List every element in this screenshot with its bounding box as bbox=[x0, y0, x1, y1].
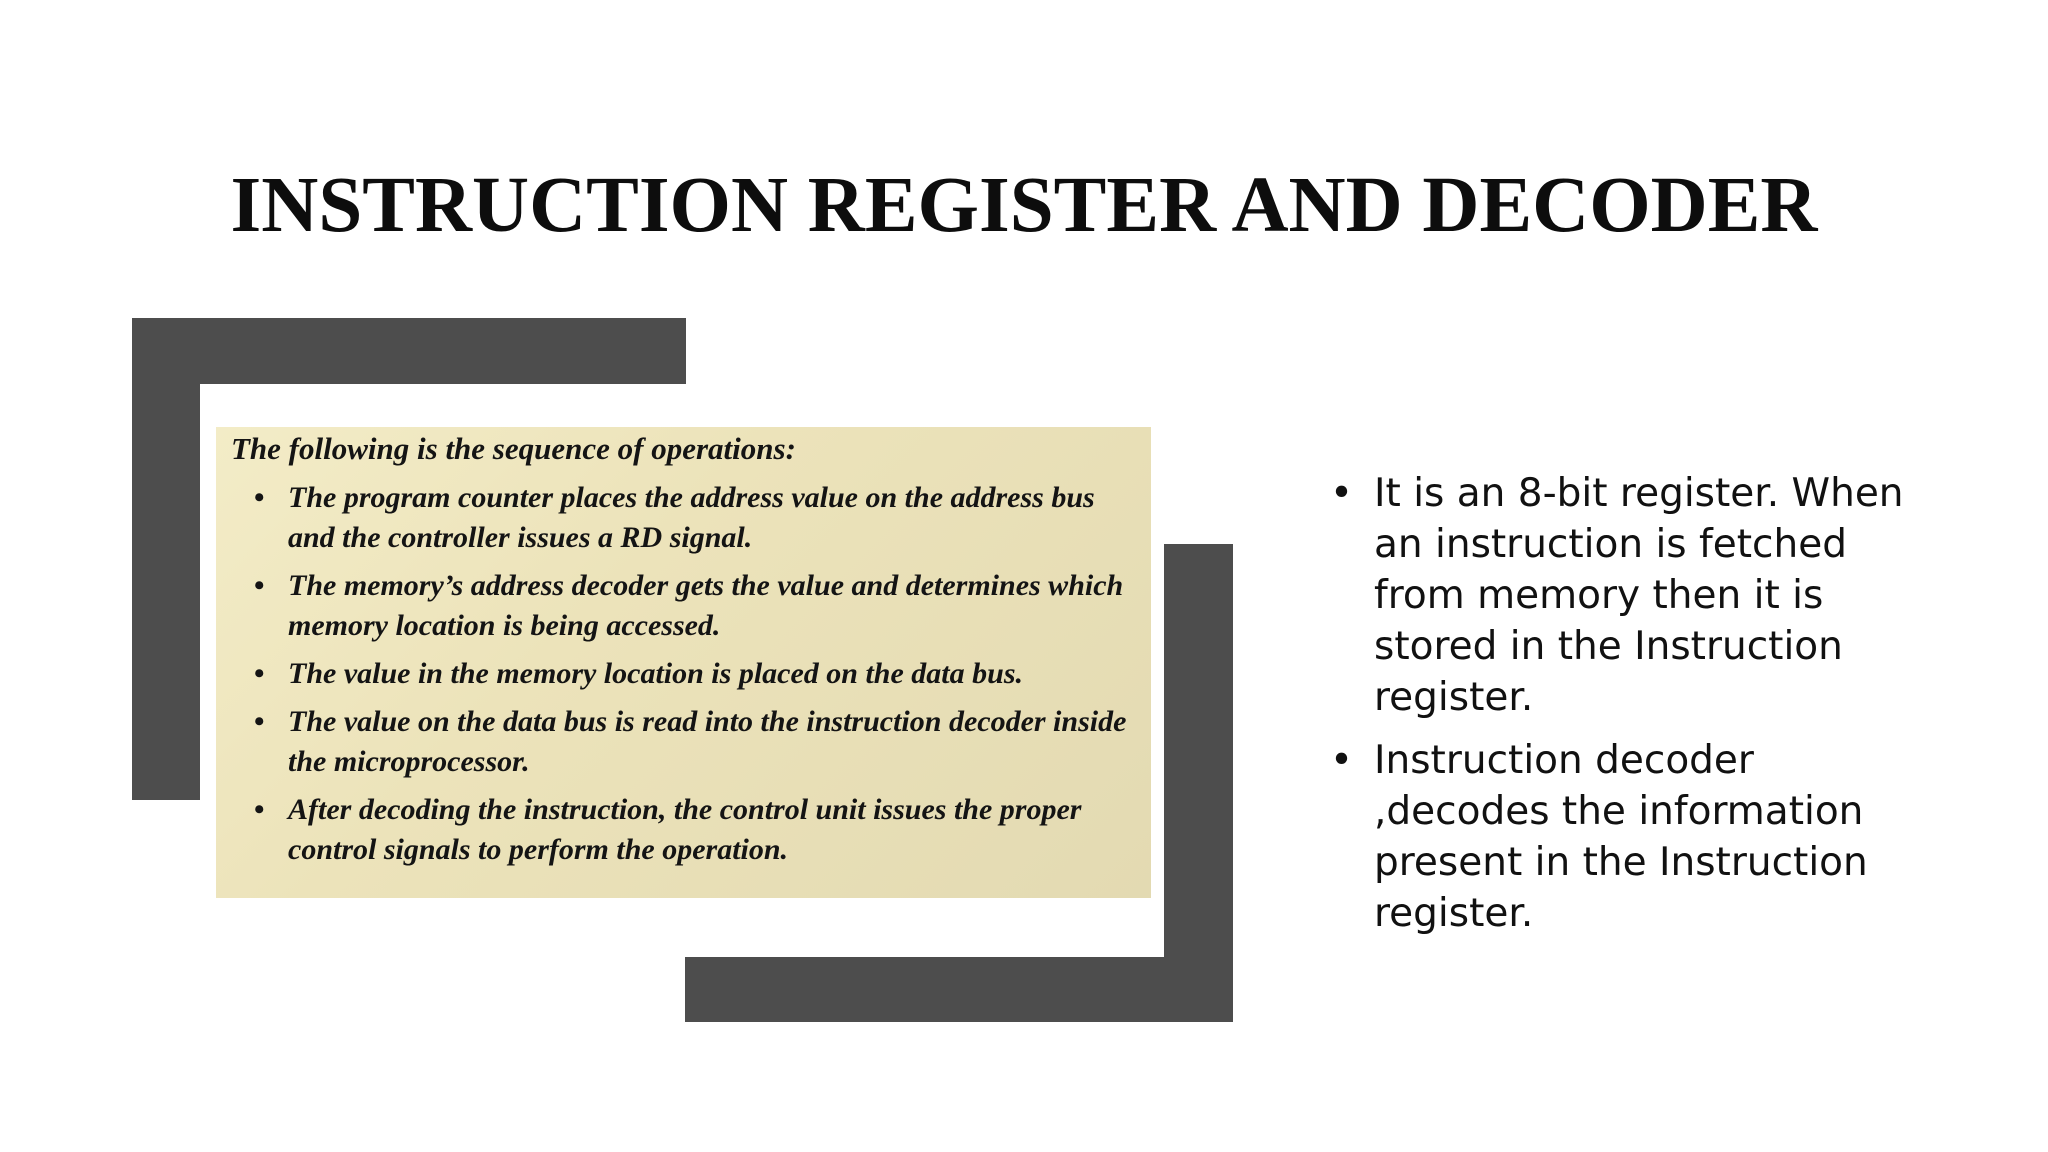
image-bullet-list bbox=[254, 478, 1134, 878]
frame-left-bar bbox=[132, 318, 200, 800]
image-bullet-text: The program counter places the address value on the address bus and the controller issues a RD signal. bbox=[288, 481, 1095, 554]
image-bullet-text: The value in the memory location is placed on the data bus. bbox=[288, 657, 1023, 690]
bullet-icon: • bbox=[254, 705, 265, 738]
slide-title: INSTRUCTION REGISTER AND DECODER bbox=[230, 162, 1818, 249]
image-bullet-text: The memory’s address decoder gets the value and determines which memory location is being accessed. bbox=[288, 569, 1124, 642]
slide-bullet-text: It is an 8-bit register. When an instruction is fetched from memory then it is stored in the Instruction register. bbox=[1374, 471, 1904, 720]
image-bullet-item bbox=[254, 478, 1134, 558]
slide-bullet-item bbox=[1330, 468, 1930, 723]
bullet-icon: • bbox=[1330, 738, 1354, 783]
frame-top-bar bbox=[132, 318, 686, 384]
image-bullet-item bbox=[254, 790, 1134, 870]
image-bullet-item bbox=[254, 566, 1134, 646]
operations-sequence-image bbox=[216, 427, 1151, 898]
bullet-icon: • bbox=[254, 793, 265, 826]
image-bullet-item bbox=[254, 654, 1134, 694]
image-bullet-text: After decoding the instruction, the control unit issues the proper control signals to perform the operation. bbox=[288, 793, 1082, 866]
image-intro-text: The following is the sequence of operations: bbox=[231, 431, 796, 466]
slide-bullet-list bbox=[1330, 468, 1930, 951]
frame-right-bar bbox=[1164, 544, 1233, 1022]
frame-bottom-bar bbox=[685, 957, 1233, 1022]
slide-bullet-text: Instruction decoder ,decodes the information present in the Instruction register. bbox=[1374, 738, 1868, 936]
bullet-icon: • bbox=[254, 569, 265, 602]
slide-bullet-item bbox=[1330, 735, 1930, 939]
image-bullet-item bbox=[254, 702, 1134, 782]
bullet-icon: • bbox=[1330, 471, 1354, 516]
image-bullet-text: The value on the data bus is read into the instruction decoder inside the microprocessor. bbox=[288, 705, 1127, 778]
bullet-icon: • bbox=[254, 657, 265, 690]
bullet-icon: • bbox=[254, 481, 265, 514]
